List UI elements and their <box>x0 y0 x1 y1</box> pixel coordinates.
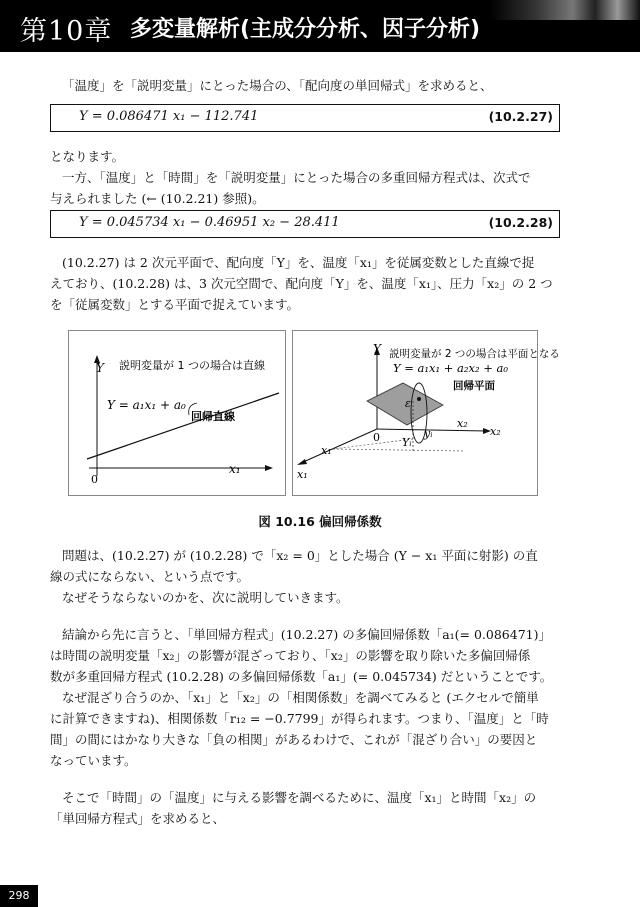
left-note: 説明変量が 1 つの場合は直線 <box>119 359 265 372</box>
equation-1-number: (10.2.27) <box>488 109 553 124</box>
left-equation: Y = a₁x₁ + a₀ <box>107 398 186 412</box>
y-label: Y <box>373 342 381 356</box>
epsilon-label: ε <box>405 397 411 410</box>
chapter-title: 多変量解析(主成分分析、因子分析) <box>130 17 481 42</box>
right-equation: Y = a₁x₁ + a₂x₂ + a₀ <box>393 361 509 375</box>
paragraph-7-line-1: 結論から先に言うと、「単回帰方程式」(10.2.27) の多偏回帰係数「a₁(= 0.086471)」 <box>62 627 551 642</box>
y-label: Y <box>96 361 104 375</box>
paragraph-8-line-4: なっています。 <box>50 753 137 768</box>
regression-line-label: 回帰直線 <box>191 410 235 423</box>
x-axis-arrow <box>265 465 273 471</box>
y-i-label: Yᵢ <box>402 436 412 449</box>
paragraph-5-line-2: 線の式にならない、という点です。 <box>50 569 250 584</box>
regression-plane-diagram <box>293 331 560 495</box>
figure-simple-regression <box>68 330 286 496</box>
equation-box-2 <box>50 210 560 238</box>
equation-2: Y = 0.045734 x₁ − 0.46951 x₂ − 28.411 <box>79 215 340 230</box>
chapter-header <box>0 0 640 52</box>
paragraph-7-line-2: は時間の説明変量「x₂」の影響が混ざっており、「x₂」の影響を取り除いた多偏回帰係 <box>50 648 531 663</box>
paragraph-5-line-1: 問題は、(10.2.27) が (10.2.28) で「x₂ = 0」とした場合 (Y − x₁ 平面に射影) の直 <box>62 548 538 563</box>
paragraph-2: となります。 <box>50 149 125 164</box>
regression-plane-label: 回帰平面 <box>453 380 495 392</box>
paragraph-8-line-3: 間」の間にはかなり大きな「負の相関」があるわけで、これが「混ざり合い」の要因と <box>50 732 538 747</box>
paragraph-7-line-3: 数が多重回帰方程式 (10.2.28) の多偏回帰係数「a₁」(= 0.045734) だということです。 <box>50 669 553 684</box>
paragraph-4-line-3: を「従属変数」とする平面で捉えています。 <box>50 297 300 312</box>
paragraph-9-line-2: 「単回帰方程式」を求めると、 <box>50 811 226 826</box>
x2-label: x₂ <box>457 417 468 430</box>
x1-label: x₁ <box>321 444 332 457</box>
paragraph-9-line-1: そこで「時間」の「温度」に与える影響を調べるために、温度「x₁」と時間「x₂」の <box>62 790 537 805</box>
chapter-number: 第10章 <box>20 16 113 47</box>
paragraph-8-line-1: なぜ混ざり合うのか、「x₁」と「x₂」の「相関係数」を調べてみると (エクセルで簡単 <box>62 690 539 705</box>
page-number: 298 <box>0 885 38 907</box>
right-note: 説明変量が 2 つの場合は平面となる <box>389 348 560 360</box>
data-point <box>417 397 421 401</box>
paragraph-3-line-1: 一方、「温度」と「時間」を「説明変量」にとった場合の多重回帰方程式は、次式で <box>62 170 531 185</box>
paragraph-1: 「温度」を「説明変量」にとった場合の、「配向度の単回帰式」を求めると、 <box>62 78 493 93</box>
x2-axis-label: x₂ <box>490 425 501 438</box>
equation-1: Y = 0.086471 x₁ − 112.741 <box>79 109 259 124</box>
paragraph-3-line-2: 与えられました (← (10.2.21) 参照)。 <box>50 191 265 206</box>
figure-multiple-regression <box>292 330 560 496</box>
figure-caption: 図 10.16 偏回帰係数 <box>258 514 382 529</box>
projection-line-1 <box>333 449 465 451</box>
header-decoration <box>490 0 640 20</box>
x1-label: x₁ <box>229 462 241 476</box>
regression-line-diagram <box>69 331 285 495</box>
equation-2-number: (10.2.28) <box>488 215 553 230</box>
origin-label: 0 <box>373 431 380 444</box>
x1-axis-arrow <box>297 459 307 465</box>
x1-axis <box>301 429 377 463</box>
x1-axis-label: x₁ <box>297 468 308 481</box>
y-hat-label: yᵢ <box>424 427 433 440</box>
paragraph-4-line-2: えており、(10.2.28) は、3 次元空間で、配向度「Y」を、温度「x₁」、圧力「x₂」の 2 つ <box>50 276 553 291</box>
equation-box-1 <box>50 104 560 132</box>
paragraph-6: なぜそうならないのかを、次に説明していきます。 <box>62 590 349 605</box>
paragraph-8-line-2: に計算できますね)、相関係数「r₁₂ = −0.7799」が得られます。つまり、「温度」と「時 <box>50 711 549 726</box>
origin-label: 0 <box>91 473 98 486</box>
paragraph-4-line-1: (10.2.27) は 2 次元平面で、配向度「Y」を、温度「x₁」を従属変数とした直線で捉 <box>62 255 535 270</box>
